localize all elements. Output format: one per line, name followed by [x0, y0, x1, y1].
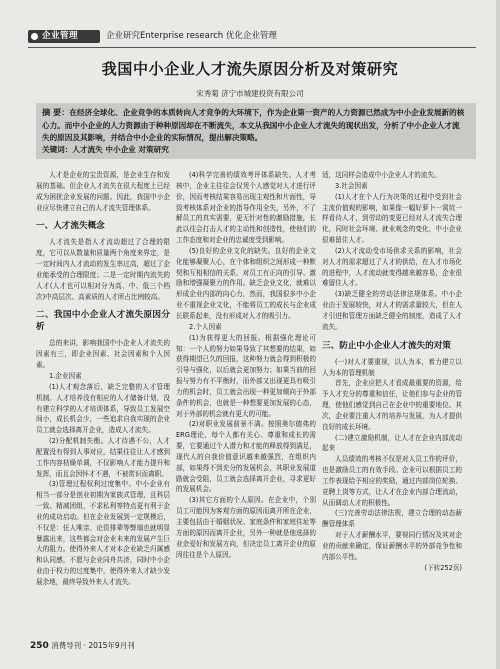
section-heading: 三、防止中小企业人才流失的对策 — [322, 340, 451, 351]
column-2 — [176, 170, 316, 560]
section-header — [28, 29, 476, 45]
section-tag-label: 企业管理 — [42, 31, 79, 41]
paragraph: 总的来讲，影响我国中小企业人才流失的因素有三，即企业因素、社会因素和个人因素。 — [36, 339, 170, 370]
paragraph: (一)对人才要重视，以人为本，着力建立以人为本的管理机制 — [322, 357, 462, 377]
page-edge — [496, 0, 500, 669]
subheading: 2.个人因素 — [189, 322, 222, 331]
column-3 — [322, 170, 462, 574]
paragraph: (5)良好的企业文化的缺失。良好的企业文化能够凝聚人心，在个体和组织之间形成一种默契和互相相信的关系，对员工有正向的引导、激励和增强凝聚力的作用。缺乏企业文化，就难以形成企业内部的向心力，然而，我国很多中小企业不重视企业文化，不能将员工的成长与企业成长联系起来，没有形成对人才的吸引力。 — [176, 246, 316, 320]
paragraph: (3)缺乏健全的劳动法律法规体系。中小企业由于发展较快，对人才的需求量较大，但在人才引进和管理方面缺乏健全的制度，造成了人才流失。 — [322, 290, 462, 331]
section-heading: 一、人才流失概念 — [36, 221, 105, 232]
paragraph: 对于人才薪酬水平，要视同行情况及其对企业的贡献来确定，保证薪酬水平的外部竞争性和内部公平性。 — [322, 531, 462, 561]
paragraph: (2)分配机制失衡。人才待遇不公，人才配置没有得到人事对应，结果往往让人才感到工作内容枯燥单调，不仅影响人才能力提升和发挥，而且会因怀才不遇，不被赏识而离职。 — [36, 437, 170, 478]
tag-mark-icon — [31, 33, 38, 40]
paragraph: (3)管理过程权利过度集中。中小企业有相当一部分是创业初期为家族式管理，且科层一致、精减团组，不求私利等特点更有利于企业的成功启动。但在企业发展到一定规模后，不仅是：任人唯亲、论资排辈等弊端也就明显暴露出来，这些都会对企业未来的发展产生巨大的阻力。使得外来人才对本企业缺乏归属感和认同感，不愿与企业同舟共济，同时中小企业由于权力的过度集中，使得外来人才缺少发展余地，最终导致外来人才流失。 — [36, 480, 170, 586]
abstract — [42, 106, 466, 145]
paragraph: (2)对职业发展前景不满。按照奥尔德弗的ERG理论，每个人都有关心、尊重和成长的需要，它要通过个人潜力和才能的释放得到满足，现代人的自我价值意识越来越强烈，在组织内部，如果得不到充分的发展机会，其职业发展道路就会受阻，员工就会选择离开企业，寻求更好的发展机会。 — [176, 420, 316, 494]
paragraph: (1)人才观念落后，缺乏完整的人才管理机制。人才培养没有相应的人才储备计划，没有建立科学的人才培训体系，导致员工发展空间小，成长机会少，一些追求自我实现的企业员工就会选择离开企业，造成人才流失。 — [36, 382, 170, 435]
abstract-label: 摘 要： — [42, 107, 70, 117]
paragraph: 首先，企业应把人才看成最重要的资源，给予人才充分的尊重和信任，让他们参与企业的管理，使他们感觉到自己在企业中的重要地位。其次，企业要注重人才的培养与发展，为人才提供良好的成长环境。 — [322, 379, 462, 431]
paragraph: 适，这同样会造成中小企业人才的流失。 — [322, 171, 441, 179]
abstract-text: 在经济全球化、企业竞争的本质转向人才竞争的大环境下，作为企业第一资产的人力资源已然成为中小企业发展新的核心力。而中小企业的人力资源由于种种原因却在不断流失，本文从我国中小企业人才流失的现状出发，分析了中小企业人才流失的原因及其影响，并结合中小企业的实际情况，提出解决策略。 — [42, 108, 465, 143]
paragraph: 人员绩效的考核不仅是对人员工作的评价，也是激励员工的有效手段。企业可以根据员工的工作表现给予相应的奖励，通过内部岗位轮换、竞聘上岗等方式，让人才在企业内部合理流动，从而调动人才的积极性。 — [322, 455, 462, 507]
continued-note: (下转252页) — [424, 563, 462, 572]
header-divider — [28, 47, 476, 48]
paragraph: (2)人才流动受市场供求关系的影响，社会对人才的需求超过了人才的供给，在人才市场化的进程中，人才流动就变得越来越容易，企业很难留住人才。 — [322, 246, 462, 288]
paragraph: (3)其它方面的个人原因。在企业中，个别员工可能因为客观方面的原因而离开所在企业，主要包括由于婚姻状况、家庭条件和家庭住址等方面的原因而离开企业，另外一种就是他选择的业余爱好和发展方向，但决定员工离开企业的原因往往是个人原因。 — [176, 496, 316, 559]
page-footer — [30, 640, 135, 652]
paragraph: (4)科学完善的绩效考评体系缺失。人才考核中，企业主往往会仅凭个人感觉对人才进行评价，因而考核结果容易出现主观性和片面性，导致考核体系对企业的指导作用全失，另外，不了解员工的真实需要，更无针对性的激励措施，长此以往会打击人才的主动性和创造性，使他们的工作态度和对企业的忠诚度受到影响。 — [176, 171, 316, 245]
keywords — [42, 144, 466, 156]
paragraph: (1)人才在个人行为决策的过程中受到社会主流价值观的影响，如果像一幅好萝卜一窝坑一样看待人才，到劳动的变更已经对人才流失合理化，同时社会环境、就业观念的变化，中小企业很难留住人才。 — [322, 192, 462, 245]
page-number: 250 — [30, 641, 49, 651]
subheading: 1.企业因素 — [49, 371, 82, 380]
paragraph: (1)为获得更大的回报。根据强化理论可知：一个人的努力如果导致了其想要的结果，如获得期望已久的回报，这种努力就会得到积极的引导与强化，以后就会更加努力；如果当前的回报与努力有不平衡时，而外部又出现更具有吸引力的机会时，员工就会出现一种更加倾向于外部条件的机会，也就是一种想要更加发展的心态，对于外部的机会就有更大的可能。 — [176, 333, 316, 418]
section-heading: 二、我国中小企业人才流失原因分析 — [36, 310, 170, 333]
section-header-text: 企业研究Enterprise research 优化企业管理 — [106, 31, 277, 41]
journal-name: 消费导刊 · 2015年9月刊 — [51, 641, 135, 650]
section-tag — [28, 30, 100, 43]
paragraph: 人才是企业的宝贵资源，是企业生存和发展的基础。但企业人才流失在很大程度上已经成为困扰企业发展的问题。因此，我国中小企业应尽快建立自己的人才流失管理体系。 — [36, 171, 170, 212]
keywords-text: 人才流失 中小企业 对策研究 — [72, 145, 169, 154]
paragraph: (二)建立激励机制，让人才在企业内部流动起来 — [322, 433, 462, 453]
article-author: 宋秀菊 济宁市城建投资有限公司 — [196, 89, 304, 98]
column-1 — [36, 170, 170, 588]
keywords-label: 关键词： — [42, 145, 73, 154]
article-title: 我国中小企业人才流失原因分析及对策研究 — [101, 60, 399, 78]
subheading: 3.社会因素 — [335, 181, 368, 190]
paragraph: 人才流失是指人才流动超过了合理的限度，它可以从数量和质量两个角度来界定，是一定时间内人才流动的发生率过高，超过了企业能承受的合理限度；二是一定时期内流失的人才(人才也可以相对分为高、中、低三个档次)中高层次、高素质的人才所占比例较高。 — [36, 238, 170, 301]
paragraph: (三)完善劳动法律法规，建立合理的动态薪酬管理体系 — [322, 509, 462, 529]
